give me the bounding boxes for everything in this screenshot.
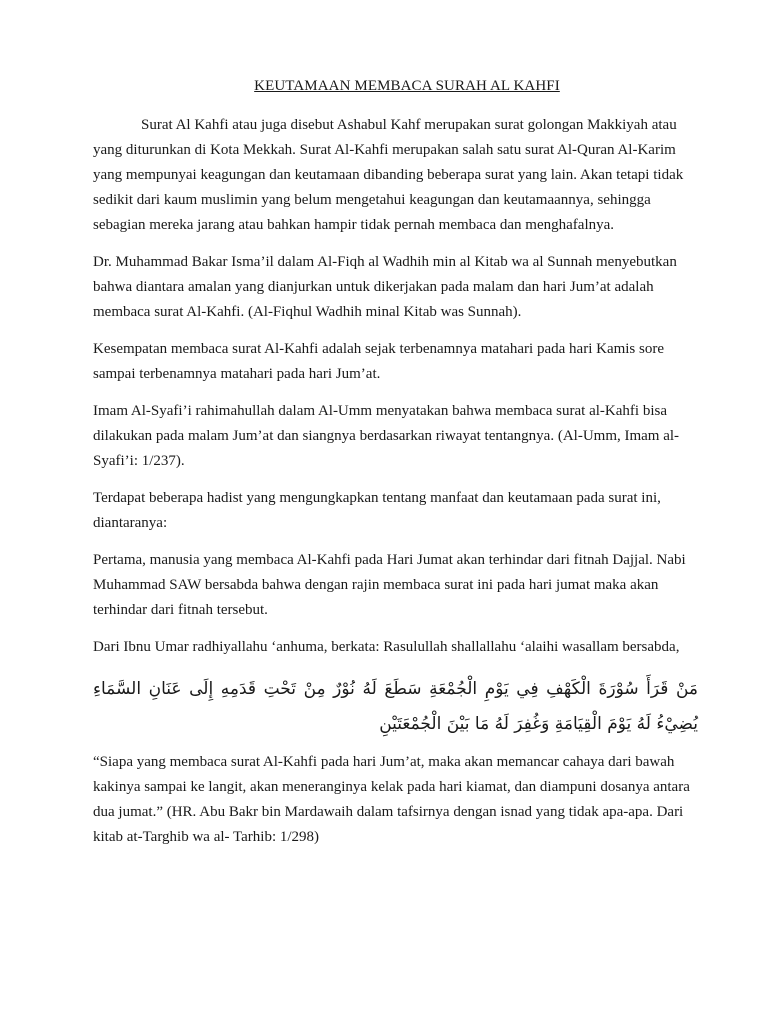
paragraph-hadith-intro: Terdapat beberapa hadist yang mengungkapkan tentang manfaat dan keutamaan pada surat ini, diantaranya:: [93, 490, 661, 531]
paragraph-translation: “Siapa yang membaca surat Al-Kahfi pada hari Jum’at, maka akan memancar cahaya dari bawah kakinya sampai ke langit, akan meneranginya kelak pada hari kiamat, dan diampuni dosanya antara dua jumat.” (HR. Abu Bakr bin Mardawaih dalam tafsirnya dengan isnad yang tidak apa-apa. Dari kitab at-Targhib wa al- Tarhib: 1/298): [93, 754, 690, 845]
document-page: [93, 78, 698, 862]
paragraph-first-virtue: Pertama, manusia yang membaca Al-Kahfi pada Hari Jumat akan terhindar dari fitnah Dajjal. Nabi Muhammad SAW bersabda bahwa dengan rajin membaca surat ini pada hari jumat maka akan terhindar dari fitnah tersebut.: [93, 552, 686, 618]
arabic-hadith-text: مَنْ قَرَأَ سُوْرَةَ الْكَهْفِ فِي يَوْمِ الْجُمْعَةِ سَطَعَ لَهُ نُوْرٌ مِنْ تَحْتِ قَدَمِهِ إِلَى عَنَانِ السَّمَاءِ يُضِيْءُ لَهُ يَوْمَ الْقِيَامَةِ وَغُفِرَ لَهُ مَا بَيْنَ الْجُمْعَتَيْنِ: [93, 679, 698, 734]
paragraph-reading-time: Kesempatan membaca surat Al-Kahfi adalah sejak terbenamnya matahari pada hari Kamis sore sampai terbenamnya matahari pada hari Jum’at.: [93, 341, 665, 382]
paragraph-narration: Dari Ibnu Umar radhiyallahu ‘anhuma, berkata: Rasulullah shallallahu ‘alaihi wasallam bersabda,: [93, 639, 680, 655]
paragraph-imam-syafii: Imam Al-Syafi’i rahimahullah dalam Al-Umm menyatakan bahwa membaca surat al-Kahfi bisa dilakukan pada malam Jum’at dan siangnya berdasarkan riwayat tentangnya. (Al-Umm, Imam al-Syafi’i: 1/237).: [93, 403, 680, 469]
paragraph-intro: Surat Al Kahfi atau juga disebut Ashabul Kahf merupakan surat golongan Makkiyah atau yang diturunkan di Kota Mekkah. Surat Al-Kahfi merupakan salah satu surat Al-Quran Al-Karim yang mempunyai keagungan dan keutamaan dibanding beberapa surat yang lain. Akan tetapi tidak sedikit dari kaum muslimin yang belum mengetahui keagungan dan keutamaannya, sehingga sebagian mereka jarang atau bahkan hampir tidak pernah membaca dan menghafalnya.: [93, 117, 684, 233]
paragraph-fiqh-reference: Dr. Muhammad Bakar Isma’il dalam Al-Fiqh al Wadhih min al Kitab wa al Sunnah menyebutkan bahwa diantara amalan yang dianjurkan untuk dikerjakan pada malam dan hari Jum’at adalah membaca surat Al-Kahfi. (Al-Fiqhul Wadhih minal Kitab was Sunnah).: [93, 254, 677, 320]
document-title: KEUTAMAAN MEMBACA SURAH AL KAHFI: [254, 78, 560, 94]
